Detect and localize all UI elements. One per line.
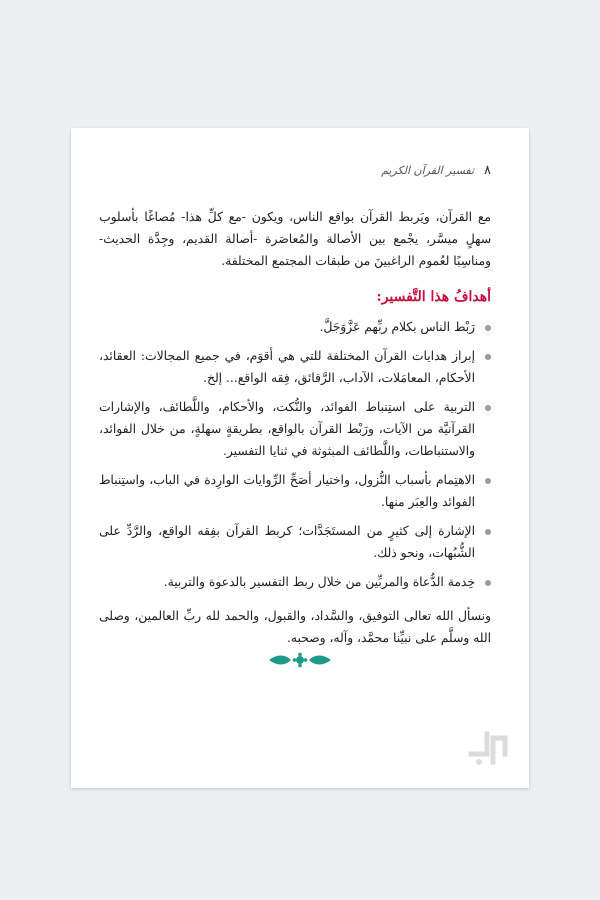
bullet-icon: [485, 354, 491, 360]
list-item: [99, 469, 491, 513]
floral-divider-icon: [71, 652, 529, 668]
running-title: تفسير القرآن الكريم: [381, 164, 475, 177]
list-item: [99, 396, 491, 462]
list-item-text: التربية على استِنباط الفوائد، والنُّكت، والأحكام، واللَّطائف، والإشارات القرآنيَّة من الآيات، ورَبْط القرآن بالواقع، بطريقةٍ سهلةٍ، من خلال الفوائد، والاستنباطات، واللَّطائف المبثوثة في ثنايا التفسير.: [99, 400, 475, 458]
bullet-icon: [485, 325, 491, 331]
list-item-text: خِدمة الدُّعاة والمربِّين من خلال ربط التفسير بالدعوة والتربية.: [163, 575, 475, 589]
page-content: [99, 206, 491, 649]
list-item: [99, 520, 491, 564]
bullet-icon: [485, 580, 491, 586]
page-header: [381, 163, 491, 178]
list-item-text: الإشارة إلى كثيرٍ من المستَجَدَّات؛ كربط القرآن بفِقه الواقع، والرَّدِّ على الشُّبُهات، ونحو ذلك.: [99, 524, 475, 560]
list-item-text: الاهتِمام بأسباب النُّزول، واختيار أصَحِّ الرِّوايات الوارِدة في الباب، واستِنباط الفوائد والعِبَر منها.: [99, 473, 475, 509]
bullet-icon: [485, 529, 491, 535]
publisher-logo-icon: [465, 724, 511, 770]
list-item-text: إبراز هدايات القرآن المختلفة للتي هي أقوَم، في جميع المجالات: العقائد، الأحكام، المعامَلات، الآداب، الرَّقائق، فِقه الواقع... إلخ.: [99, 349, 475, 385]
intro-paragraph: مع القرآن، ويَربط القرآن بواقع الناس، ويكون -مع كلِّ هذا- مُصاغًا بأسلوب سهلٍ ميسَّر، يجْمع بين الأصالة والمُعاصَرة -أصالة القديم، وجِدَّة الحديث- ومناسِبًا لعُموم الراغبينَ من طبقات المجتمع المختلفة.: [99, 210, 491, 268]
list-item: [99, 345, 491, 389]
list-item-text: رَبْط الناس بكلام ربِّهم عَزَّوَجَلَّ.: [319, 320, 475, 334]
section-heading: أهدافُ هذا التَّفسير:: [376, 289, 491, 305]
goals-list: [99, 316, 491, 593]
bullet-icon: [485, 405, 491, 411]
list-item: [99, 571, 491, 593]
book-page: [71, 128, 529, 788]
page-number: ٨: [484, 163, 491, 178]
closing-paragraph: ونسأل الله تعالى التوفيق، والسَّداد، والقبول، والحمد لله ربِّ العالمين، وصلى الله وسلَّم على نبيِّنا محمَّد، وآله، وصحبه.: [99, 609, 491, 645]
bullet-icon: [485, 478, 491, 484]
list-item: [99, 316, 491, 338]
